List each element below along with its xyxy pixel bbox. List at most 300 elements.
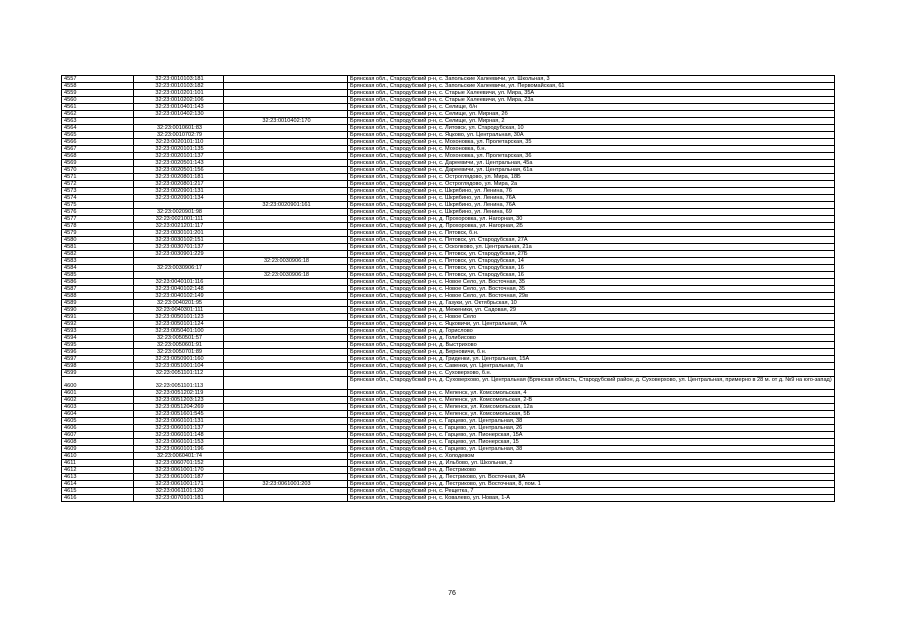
- row-number-cell: 4558: [62, 83, 134, 90]
- row-number-cell: 4602: [62, 397, 134, 404]
- table-row: [62, 314, 835, 321]
- cadastral-number-cell: 32:23:0040301:111: [134, 307, 224, 314]
- cadastral-number-cell: 32:23:0020101:137: [134, 153, 224, 160]
- cadastral-number-secondary-cell: 32:23:0030906:18: [224, 272, 348, 279]
- address-cell: Брянская обл., Стародубский р-н, с. Остроглядово, ул. Мира, 18Б: [348, 174, 835, 181]
- cadastral-number-secondary-cell: [224, 244, 348, 251]
- cadastral-number-cell: 32:23:0021001:111: [134, 216, 224, 223]
- table-row: [62, 328, 835, 335]
- row-number-cell: 4571: [62, 174, 134, 181]
- cadastral-number-secondary-cell: [224, 404, 348, 411]
- cadastral-number-secondary-cell: [224, 474, 348, 481]
- table-row: [62, 335, 835, 342]
- cadastral-number-secondary-cell: [224, 363, 348, 370]
- cadastral-number-cell: 32:23:0010702:79: [134, 132, 224, 139]
- cadastral-number-secondary-cell: [224, 300, 348, 307]
- cadastral-number-cell: 32:23:0051001:104: [134, 363, 224, 370]
- table-row: [62, 230, 835, 237]
- address-cell: Брянская обл., Стародубский р-н, с. Старые Халеевичи, ул. Мира, 23а: [348, 97, 835, 104]
- table-row: [62, 272, 835, 279]
- address-cell: Брянская обл., Стародубский р-н, д. Пестриково: [348, 467, 835, 474]
- row-number-cell: 4594: [62, 335, 134, 342]
- address-cell: Брянская обл., Стародубский р-н, д. Пестриково, ул. Восточная, 8, пом. 1: [348, 481, 835, 488]
- row-number-cell: 4557: [62, 76, 134, 83]
- cadastral-number-secondary-cell: 32:23:0030906:18: [224, 258, 348, 265]
- address-cell: Брянская обл., Стародубский р-н, с. Дареевичи, ул. Центральная, 45а: [348, 160, 835, 167]
- cadastral-number-secondary-cell: [224, 411, 348, 418]
- cadastral-number-secondary-cell: [224, 223, 348, 230]
- cadastral-number-cell: 32:23:0060101:131: [134, 418, 224, 425]
- address-cell: Брянская обл., Стародубский р-н, с. Пятовск, ул. Стародубская, 14: [348, 258, 835, 265]
- cadastral-number-cell: 32:23:0061101:120: [134, 488, 224, 495]
- address-cell: Брянская обл., Стародубский р-н, с. Гарцево, ул. Центральная, 26: [348, 425, 835, 432]
- row-number-cell: 4611: [62, 460, 134, 467]
- table-row: [62, 90, 835, 97]
- cadastral-number-cell: 32:23:0060101:137: [134, 425, 224, 432]
- address-cell: Брянская обл., Стародубский р-н, д. Газуки, ул. Октябрьская, 10: [348, 300, 835, 307]
- row-number-cell: 4566: [62, 139, 134, 146]
- cadastral-number-cell: 32:23:0051204:269: [134, 404, 224, 411]
- row-number-cell: 4564: [62, 125, 134, 132]
- cadastral-number-secondary-cell: [224, 321, 348, 328]
- row-number-cell: 4576: [62, 209, 134, 216]
- cadastral-number-secondary-cell: [224, 76, 348, 83]
- table-row: [62, 418, 835, 425]
- table-row: [62, 237, 835, 244]
- table-row: [62, 356, 835, 363]
- cadastral-number-cell: [134, 272, 224, 279]
- address-cell: Брянская обл., Стародубский р-н, с. Запольские Халеевичи, ул. Школьная, 3: [348, 76, 835, 83]
- cadastral-number-cell: 32:23:0010401:143: [134, 104, 224, 111]
- row-number-cell: 4569: [62, 160, 134, 167]
- cadastral-number-cell: 32:23:0020101:110: [134, 139, 224, 146]
- address-cell: Брянская обл., Стародубский р-н, с. Шкрябино, ул. Ленина, 76А: [348, 202, 835, 209]
- cadastral-number-cell: 32:23:0010103:181: [134, 76, 224, 83]
- registry-table-body: [62, 76, 835, 502]
- cadastral-number-cell: 32:23:0050501:57: [134, 335, 224, 342]
- row-number-cell: 4577: [62, 216, 134, 223]
- cadastral-number-secondary-cell: [224, 104, 348, 111]
- table-row: [62, 404, 835, 411]
- table-row: [62, 83, 835, 90]
- row-number-cell: 4578: [62, 223, 134, 230]
- cadastral-number-cell: 32:23:0030701:137: [134, 244, 224, 251]
- address-cell: Брянская обл., Стародубский р-н, д. Ильбово, ул. Школьная, 2: [348, 460, 835, 467]
- cadastral-number-secondary-cell: [224, 425, 348, 432]
- address-cell: Брянская обл., Стародубский р-н, с. Мохоновка, б.н.: [348, 146, 835, 153]
- cadastral-number-secondary-cell: 32:23:0061001:203: [224, 481, 348, 488]
- address-cell: Брянская обл., Стародубский р-н, с. Селище, ул. Мирная, 2: [348, 118, 835, 125]
- row-number-cell: 4567: [62, 146, 134, 153]
- row-number-cell: 4561: [62, 104, 134, 111]
- address-cell: Брянская обл., Стародубский р-н, с. Литовск, ул. Стародубская, 10: [348, 125, 835, 132]
- address-cell: Брянская обл., Стародубский р-н, д. Меженики, ул. Садовая, 29: [348, 307, 835, 314]
- address-cell: Брянская обл., Стародубский р-н, с. Меленск, ул. Комсомольская, 5Б: [348, 411, 835, 418]
- cadastral-number-secondary-cell: [224, 342, 348, 349]
- address-cell: Брянская обл., Стародубский р-н, с. Новое Село: [348, 314, 835, 321]
- cadastral-number-secondary-cell: 32:23:0010402:170: [224, 118, 348, 125]
- cadastral-number-secondary-cell: [224, 251, 348, 258]
- table-row: [62, 251, 835, 258]
- table-row: [62, 453, 835, 460]
- address-cell: Брянская обл., Стародубский р-н, с. Пятовск, ул. Стародубская, 16: [348, 265, 835, 272]
- table-row: [62, 118, 835, 125]
- cadastral-number-secondary-cell: 32:23:0020901:161: [224, 202, 348, 209]
- address-cell: Брянская обл., Стародубский р-н, с. Новое Село, ул. Восточная, 35: [348, 286, 835, 293]
- cadastral-number-cell: 32:23:0020501:143: [134, 160, 224, 167]
- cadastral-number-secondary-cell: [224, 328, 348, 335]
- cadastral-number-cell: 32:23:0010202:106: [134, 97, 224, 104]
- cadastral-number-cell: [134, 118, 224, 125]
- address-cell: Брянская обл., Стародубский р-н, д. Голибисово: [348, 335, 835, 342]
- table-row: [62, 174, 835, 181]
- row-number-cell: 4588: [62, 293, 134, 300]
- cadastral-number-cell: 32:23:0060401:74: [134, 453, 224, 460]
- cadastral-number-secondary-cell: [224, 397, 348, 404]
- cadastral-number-cell: 32:23:0040201:95: [134, 300, 224, 307]
- table-row: [62, 160, 835, 167]
- address-cell: Брянская обл., Стародубский р-н, с. Мохоновка, ул. Пролетарская, 35: [348, 139, 835, 146]
- cadastral-number-cell: 32:23:0040102:148: [134, 286, 224, 293]
- table-row: [62, 293, 835, 300]
- row-number-cell: 4599: [62, 370, 134, 377]
- cadastral-number-secondary-cell: [224, 97, 348, 104]
- table-row: [62, 146, 835, 153]
- row-number-cell: 4570: [62, 167, 134, 174]
- address-cell: Брянская обл., Стародубский р-н, с. Меленск, ул. Комсомольская, 4: [348, 390, 835, 397]
- table-row: [62, 370, 835, 377]
- row-number-cell: 4604: [62, 411, 134, 418]
- row-number-cell: 4583: [62, 258, 134, 265]
- cadastral-number-secondary-cell: [224, 279, 348, 286]
- cadastral-number-cell: 32:23:0061001:187: [134, 474, 224, 481]
- address-cell: Брянская обл., Стародубский р-н, с. Гарцево, ул. Пионерская, 15А: [348, 432, 835, 439]
- address-cell: Брянская обл., Стародубский р-н, с. Меленск, ул. Комсомольская, 12а: [348, 404, 835, 411]
- row-number-cell: 4603: [62, 404, 134, 411]
- cadastral-number-cell: 32:23:0040102:149: [134, 293, 224, 300]
- cadastral-number-cell: 32:23:0030101:201: [134, 230, 224, 237]
- address-cell: Брянская обл., Стародубский р-н, с. Шкрябино, ул. Ленина, 76А: [348, 195, 835, 202]
- cadastral-number-cell: 32:23:0060101:196: [134, 446, 224, 453]
- cadastral-number-secondary-cell: [224, 160, 348, 167]
- cadastral-number-cell: 32:23:0050401:100: [134, 328, 224, 335]
- row-number-cell: 4600: [62, 377, 134, 390]
- address-cell: Брянская обл., Стародубский р-н, д. Выстрихово: [348, 342, 835, 349]
- cadastral-number-cell: 32:23:0040101:116: [134, 279, 224, 286]
- address-cell: Брянская обл., Стародубский р-н, д. Прохоровка, ул. Нагорная, 30: [348, 216, 835, 223]
- cadastral-number-secondary-cell: [224, 453, 348, 460]
- cadastral-number-cell: 32:23:0060101:153: [134, 439, 224, 446]
- row-number-cell: 4574: [62, 195, 134, 202]
- row-number-cell: 4616: [62, 495, 134, 502]
- cadastral-number-cell: 32:23:0030906:17: [134, 265, 224, 272]
- address-cell: Брянская обл., Стародубский р-н, с. Гарцево, ул. Центральная, 38: [348, 446, 835, 453]
- table-row: [62, 104, 835, 111]
- address-cell: Брянская обл., Стародубский р-н, с. Осколково, ул. Центральная, 21а: [348, 244, 835, 251]
- table-row: [62, 432, 835, 439]
- cadastral-number-secondary-cell: [224, 286, 348, 293]
- cadastral-number-cell: 32:23:0030901:229: [134, 251, 224, 258]
- table-row: [62, 209, 835, 216]
- address-cell: Брянская обл., Стародубский р-н, с. Пятовск, б.н.: [348, 230, 835, 237]
- cadastral-number-secondary-cell: [224, 335, 348, 342]
- cadastral-number-secondary-cell: [224, 216, 348, 223]
- row-number-cell: 4591: [62, 314, 134, 321]
- row-number-cell: 4565: [62, 132, 134, 139]
- cadastral-number-cell: 32:23:0020801:181: [134, 174, 224, 181]
- row-number-cell: 4585: [62, 272, 134, 279]
- row-number-cell: 4579: [62, 230, 134, 237]
- cadastral-number-secondary-cell: [224, 111, 348, 118]
- row-number-cell: 4614: [62, 481, 134, 488]
- address-cell: Брянская обл., Стародубский р-н, с. Пятовск, ул. Стародубская, 16: [348, 272, 835, 279]
- row-number-cell: 4597: [62, 356, 134, 363]
- table-row: [62, 349, 835, 356]
- cadastral-number-secondary-cell: [224, 90, 348, 97]
- cadastral-number-cell: 32:23:0050101:124: [134, 321, 224, 328]
- cadastral-number-secondary-cell: [224, 167, 348, 174]
- cadastral-number-secondary-cell: [224, 174, 348, 181]
- cadastral-number-cell: [134, 258, 224, 265]
- table-row: [62, 125, 835, 132]
- row-number-cell: 4596: [62, 349, 134, 356]
- table-row: [62, 495, 835, 502]
- address-cell: Брянская обл., Стародубский р-н, с. Холодевом: [348, 453, 835, 460]
- row-number-cell: 4581: [62, 244, 134, 251]
- row-number-cell: 4560: [62, 97, 134, 104]
- table-row: [62, 76, 835, 83]
- row-number-cell: 4612: [62, 467, 134, 474]
- table-row: [62, 181, 835, 188]
- cadastral-number-secondary-cell: [224, 377, 348, 390]
- cadastral-number-secondary-cell: [224, 488, 348, 495]
- cadastral-number-secondary-cell: [224, 132, 348, 139]
- cadastral-number-cell: 32:23:0051203:123: [134, 397, 224, 404]
- table-row: [62, 244, 835, 251]
- address-cell: Брянская обл., Стародубский р-н, с. Савенки, ул. Центральная, 7а: [348, 363, 835, 370]
- address-cell: Брянская обл., Стародубский р-н, с. Гарцево, ул. Центральная, 38: [348, 418, 835, 425]
- cadastral-number-secondary-cell: [224, 314, 348, 321]
- row-number-cell: 4575: [62, 202, 134, 209]
- row-number-cell: 4580: [62, 237, 134, 244]
- cadastral-number-secondary-cell: [224, 349, 348, 356]
- table-row: [62, 390, 835, 397]
- address-cell: Брянская обл., Стародубский р-н, с. Старые Халеевичи, ул. Мира, 35А: [348, 90, 835, 97]
- table-row: [62, 279, 835, 286]
- address-cell: Брянская обл., Стародубский р-н, д. Прохоровка, ул. Нагорная, 2Б: [348, 223, 835, 230]
- table-row: [62, 377, 835, 390]
- address-cell: Брянская обл., Стародубский р-н, с. Пятовск, ул. Стародубская, 27А: [348, 237, 835, 244]
- cadastral-number-secondary-cell: [224, 146, 348, 153]
- row-number-cell: 4590: [62, 307, 134, 314]
- row-number-cell: 4582: [62, 251, 134, 258]
- table-row: [62, 188, 835, 195]
- address-cell: Брянская обл., Стародубский р-н, с. Меленск, ул. Комсомольская, 2-В: [348, 397, 835, 404]
- table-row: [62, 258, 835, 265]
- cadastral-number-secondary-cell: [224, 195, 348, 202]
- cadastral-number-secondary-cell: [224, 188, 348, 195]
- cadastral-number-secondary-cell: [224, 83, 348, 90]
- row-number-cell: 4593: [62, 328, 134, 335]
- address-cell: Брянская обл., Стародубский р-н, д. Гриденки, ул. Центральная, 15А: [348, 356, 835, 363]
- cadastral-number-cell: 32:23:0050701:89: [134, 349, 224, 356]
- table-row: [62, 481, 835, 488]
- row-number-cell: 4592: [62, 321, 134, 328]
- row-number-cell: 4613: [62, 474, 134, 481]
- address-cell: Брянская обл., Стародубский р-н, с. Новое Село, ул. Восточная, 29в: [348, 293, 835, 300]
- table-row: [62, 167, 835, 174]
- address-cell: Брянская обл., Стародубский р-н, с. Шкрябино, ул. Ленина, 76: [348, 188, 835, 195]
- table-row: [62, 111, 835, 118]
- row-number-cell: 4568: [62, 153, 134, 160]
- address-cell: Брянская обл., Стародубский р-н, с. Мохоновка, ул. Пролетарская, 36: [348, 153, 835, 160]
- cadastral-number-secondary-cell: [224, 356, 348, 363]
- table-row: [62, 132, 835, 139]
- cadastral-number-cell: 32:23:0061001:171: [134, 481, 224, 488]
- table-row: [62, 97, 835, 104]
- table-row: [62, 342, 835, 349]
- cadastral-number-secondary-cell: [224, 230, 348, 237]
- cadastral-number-cell: 32:23:0020901:131: [134, 188, 224, 195]
- cadastral-number-secondary-cell: [224, 265, 348, 272]
- cadastral-number-secondary-cell: [224, 209, 348, 216]
- cadastral-number-cell: 32:23:0021201:117: [134, 223, 224, 230]
- table-row: [62, 139, 835, 146]
- row-number-cell: 4587: [62, 286, 134, 293]
- row-number-cell: 4586: [62, 279, 134, 286]
- table-row: [62, 307, 835, 314]
- cadastral-number-cell: [134, 202, 224, 209]
- row-number-cell: 4607: [62, 432, 134, 439]
- table-row: [62, 439, 835, 446]
- table-row: [62, 153, 835, 160]
- cadastral-number-secondary-cell: [224, 460, 348, 467]
- table-row: [62, 300, 835, 307]
- cadastral-number-cell: 32:23:0051601:545: [134, 411, 224, 418]
- table-row: [62, 397, 835, 404]
- table-row: [62, 265, 835, 272]
- row-number-cell: 4608: [62, 439, 134, 446]
- row-number-cell: 4563: [62, 118, 134, 125]
- address-cell: Брянская обл., Стародубский р-н, с. Остроглядово, ул. Мира, 2а: [348, 181, 835, 188]
- row-number-cell: 4605: [62, 418, 134, 425]
- cadastral-number-cell: 32:23:0010201:101: [134, 90, 224, 97]
- cadastral-number-secondary-cell: [224, 418, 348, 425]
- cadastral-number-cell: 32:23:0060701:152: [134, 460, 224, 467]
- cadastral-number-cell: 32:23:0051202:119: [134, 390, 224, 397]
- cadastral-number-secondary-cell: [224, 439, 348, 446]
- cadastral-number-secondary-cell: [224, 237, 348, 244]
- table-row: [62, 446, 835, 453]
- page-number: 76: [448, 590, 456, 597]
- cadastral-number-cell: 32:23:0020101:135: [134, 146, 224, 153]
- table-row: [62, 216, 835, 223]
- row-number-cell: 4589: [62, 300, 134, 307]
- registry-table: [61, 75, 835, 502]
- cadastral-number-cell: 32:23:0020901:134: [134, 195, 224, 202]
- row-number-cell: 4606: [62, 425, 134, 432]
- address-cell: Брянская обл., Стародубский р-н, д. Берновичи, б.н.: [348, 349, 835, 356]
- address-cell: Брянская обл., Стародубский р-н, с. Рещетка, 7: [348, 488, 835, 495]
- cadastral-number-cell: 32:23:0051101:112: [134, 370, 224, 377]
- address-cell: Брянская обл., Стародубский р-н, с. Запольские Халеевичи, ул. Первомайская, 61: [348, 83, 835, 90]
- address-cell: Брянская обл., Стародубский р-н, с. Яцково, ул. Центральная, 30А: [348, 132, 835, 139]
- cadastral-number-secondary-cell: [224, 467, 348, 474]
- cadastral-number-secondary-cell: [224, 432, 348, 439]
- row-number-cell: 4584: [62, 265, 134, 272]
- table-row: [62, 411, 835, 418]
- address-cell: Брянская обл., Стародубский р-н, с. Суховерхово, б.н.: [348, 370, 835, 377]
- address-cell: Брянская обл., Стародубский р-н, с. Шкрябино, ул. Ленина, 69: [348, 209, 835, 216]
- cadastral-number-cell: 32:23:0050101:123: [134, 314, 224, 321]
- row-number-cell: 4601: [62, 390, 134, 397]
- table-row: [62, 321, 835, 328]
- table-row: [62, 460, 835, 467]
- cadastral-number-secondary-cell: [224, 125, 348, 132]
- cadastral-number-cell: 32:23:0020801:217: [134, 181, 224, 188]
- address-cell: Брянская обл., Стародубский р-н, с. Ковалево, ул. Новая, 1-А: [348, 495, 835, 502]
- table-row: [62, 425, 835, 432]
- address-cell: Брянская обл., Стародубский р-н, с. Дареевичи, ул. Центральная, 61а: [348, 167, 835, 174]
- row-number-cell: 4595: [62, 342, 134, 349]
- row-number-cell: 4598: [62, 363, 134, 370]
- row-number-cell: 4573: [62, 188, 134, 195]
- row-number-cell: 4615: [62, 488, 134, 495]
- cadastral-number-cell: 32:23:0030102:151: [134, 237, 224, 244]
- table-row: [62, 474, 835, 481]
- address-cell: Брянская обл., Стародубский р-н, с. Селище, б/н: [348, 104, 835, 111]
- cadastral-number-secondary-cell: [224, 495, 348, 502]
- cadastral-number-secondary-cell: [224, 446, 348, 453]
- cadastral-number-cell: 32:23:0020901:98: [134, 209, 224, 216]
- cadastral-number-cell: 32:23:0050601:91: [134, 342, 224, 349]
- row-number-cell: 4562: [62, 111, 134, 118]
- address-cell: Брянская обл., Стародубский р-н, с. Пятовск, ул. Стародубская, 27Б: [348, 251, 835, 258]
- table-row: [62, 467, 835, 474]
- table-row: [62, 363, 835, 370]
- address-cell: Брянская обл., Стародубский р-н, д. Горислово: [348, 328, 835, 335]
- cadastral-number-cell: 32:23:0061001:170: [134, 467, 224, 474]
- table-row: [62, 195, 835, 202]
- cadastral-number-secondary-cell: [224, 390, 348, 397]
- cadastral-number-secondary-cell: [224, 293, 348, 300]
- cadastral-number-secondary-cell: [224, 370, 348, 377]
- table-row: [62, 223, 835, 230]
- cadastral-number-secondary-cell: [224, 153, 348, 160]
- address-cell: Брянская обл., Стародубский р-н, д. Пестриково, ул. Восточная, 8А: [348, 474, 835, 481]
- row-number-cell: 4609: [62, 446, 134, 453]
- cadastral-number-cell: 32:23:0010402:130: [134, 111, 224, 118]
- address-cell: Брянская обл., Стародубский р-н, с. Новое Село, ул. Восточная, 35: [348, 279, 835, 286]
- address-cell: Брянская обл., Стародубский р-н, с. Гарцево, ул. Пионерская, 15: [348, 439, 835, 446]
- row-number-cell: 4610: [62, 453, 134, 460]
- table-row: [62, 286, 835, 293]
- cadastral-number-cell: 32:23:0010601:83: [134, 125, 224, 132]
- address-cell: Брянская обл., Стародубский р-н, с. Яцковичи, ул. Центральная, 7А: [348, 321, 835, 328]
- cadastral-number-cell: 32:23:0010103:182: [134, 83, 224, 90]
- cadastral-number-cell: 32:23:0020501:156: [134, 167, 224, 174]
- address-cell: Брянская обл., Стародубский р-н, д. Суховерхово, ул. Центральная (Брянская область, Стародубский район, д. Суховерхово, ул. Центральная, примерно в 28 м. от д. №9 на юго-запад): [348, 377, 835, 390]
- cadastral-number-cell: 32:23:0051101:113: [134, 377, 224, 390]
- cadastral-number-cell: 32:23:0060101:148: [134, 432, 224, 439]
- cadastral-number-secondary-cell: [224, 307, 348, 314]
- row-number-cell: 4559: [62, 90, 134, 97]
- address-cell: Брянская обл., Стародубский р-н, с. Селище, ул. Мирная, 2б: [348, 111, 835, 118]
- cadastral-number-secondary-cell: [224, 181, 348, 188]
- cadastral-number-cell: 32:23:0070101:181: [134, 495, 224, 502]
- table-row: [62, 202, 835, 209]
- cadastral-number-secondary-cell: [224, 139, 348, 146]
